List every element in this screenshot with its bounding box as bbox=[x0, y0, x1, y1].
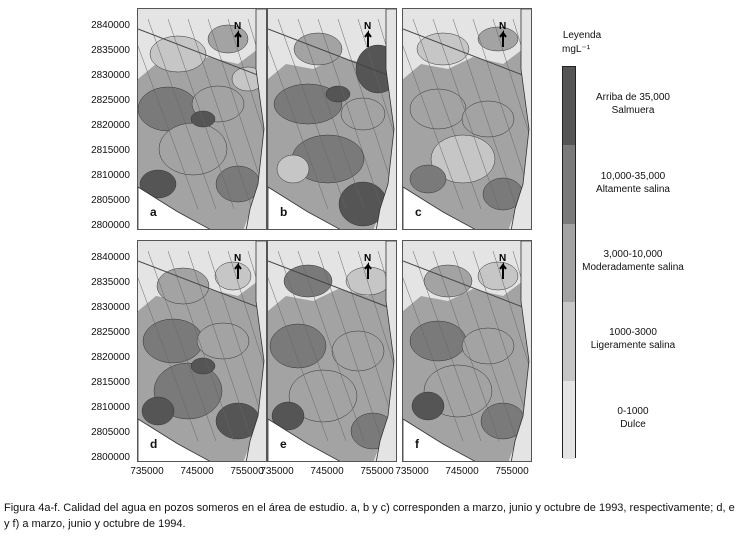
salinity-zone bbox=[462, 328, 514, 364]
salinity-zone bbox=[197, 323, 249, 359]
salinity-zone bbox=[326, 86, 350, 102]
legend-class-label: Arriba de 35,000 Salmuera bbox=[596, 92, 670, 117]
north-label: N bbox=[364, 21, 372, 32]
north-label: N bbox=[364, 253, 372, 264]
y-tick-label: 2810000 bbox=[91, 170, 130, 181]
legend-class-label: 1000-3000 Ligeramente salina bbox=[590, 327, 676, 352]
legend-class-label: 3,000-10,000 Moderadamente salina bbox=[582, 249, 684, 273]
north-label: N bbox=[234, 21, 242, 32]
x-tick-label: 735000 bbox=[395, 466, 429, 477]
x-tick-label: 755000 bbox=[360, 466, 394, 477]
map-panel-c bbox=[402, 8, 532, 230]
x-tick-label: 755000 bbox=[495, 466, 529, 477]
map-panel-f bbox=[402, 240, 532, 462]
north-label: N bbox=[499, 21, 507, 32]
map-panel-b bbox=[267, 8, 397, 230]
salinity-zone bbox=[277, 155, 309, 183]
legend-title: Leyenda bbox=[562, 30, 602, 41]
salinity-zone bbox=[150, 36, 206, 72]
y-tick-label: 2820000 bbox=[91, 352, 130, 363]
legend-swatch bbox=[563, 145, 575, 223]
north-label: N bbox=[499, 253, 507, 264]
panel-label: a bbox=[150, 205, 157, 219]
legend-color-bar bbox=[562, 66, 576, 458]
x-tick-label: 735000 bbox=[130, 466, 164, 477]
panel-label: b bbox=[280, 205, 288, 219]
y-tick-label: 2825000 bbox=[91, 327, 130, 338]
salinity-zone bbox=[208, 25, 248, 53]
y-tick-label: 2835000 bbox=[91, 45, 130, 56]
y-tick-label: 2840000 bbox=[91, 252, 130, 263]
north-arrow-icon bbox=[365, 33, 371, 47]
salinity-zone bbox=[142, 397, 174, 425]
salinity-zone bbox=[410, 89, 466, 129]
salinity-zone bbox=[191, 358, 215, 374]
legend-swatch bbox=[563, 302, 575, 380]
x-tick-label: 755000 bbox=[230, 466, 264, 477]
legend-swatch bbox=[563, 381, 575, 459]
y-tick-label: 2815000 bbox=[91, 145, 130, 156]
salinity-zone bbox=[341, 98, 385, 130]
salinity-zone bbox=[478, 27, 518, 51]
salinity-zone bbox=[462, 101, 514, 137]
x-tick-label: 745000 bbox=[180, 466, 214, 477]
salinity-zone bbox=[424, 265, 472, 297]
figure-caption: Figura 4a-f. Calidad del agua en pozos someros en el área de estudio. a, b y c) corresponden a marzo, junio y octubre de 1993, respectivamente; d, e y f) a marzo, junio y octubre de 1994. bbox=[4, 502, 735, 530]
map-panel-a bbox=[137, 8, 267, 230]
salinity-zone bbox=[410, 321, 466, 361]
y-tick-label: 2800000 bbox=[91, 220, 130, 231]
y-tick-label: 2835000 bbox=[91, 277, 130, 288]
panel-label: d bbox=[150, 437, 158, 451]
salinity-zone bbox=[216, 166, 260, 202]
legend-swatch bbox=[563, 224, 575, 302]
salinity-zone bbox=[412, 392, 444, 420]
panel-label: c bbox=[415, 205, 422, 219]
legend-class-label: 0-1000 Dulce bbox=[617, 405, 649, 430]
y-tick-label: 2805000 bbox=[91, 195, 130, 206]
y-tick-label: 2830000 bbox=[91, 70, 130, 81]
x-tick-label: 745000 bbox=[310, 466, 344, 477]
y-tick-label: 2820000 bbox=[91, 120, 130, 131]
panel-label: f bbox=[415, 437, 419, 451]
panel-label: e bbox=[280, 437, 287, 451]
y-tick-label: 2825000 bbox=[91, 95, 130, 106]
y-tick-label: 2840000 bbox=[91, 20, 130, 31]
legend-class-label: 10,000-35,000 Altamente salina bbox=[596, 170, 670, 195]
y-tick-label: 2805000 bbox=[91, 427, 130, 438]
legend-unit: mgL⁻¹ bbox=[562, 44, 591, 55]
salinity-zone bbox=[410, 165, 446, 193]
y-tick-label: 2815000 bbox=[91, 377, 130, 388]
y-tick-label: 2810000 bbox=[91, 402, 130, 413]
y-tick-label: 2830000 bbox=[91, 302, 130, 313]
north-label: N bbox=[234, 253, 242, 264]
salinity-zone bbox=[332, 331, 384, 371]
x-tick-label: 735000 bbox=[260, 466, 294, 477]
salinity-zone bbox=[294, 33, 342, 65]
y-tick-label: 2800000 bbox=[91, 452, 130, 463]
map-panel-e bbox=[267, 240, 397, 462]
x-tick-label: 745000 bbox=[445, 466, 479, 477]
legend-swatch bbox=[563, 67, 575, 145]
map-panel-d bbox=[137, 240, 267, 462]
